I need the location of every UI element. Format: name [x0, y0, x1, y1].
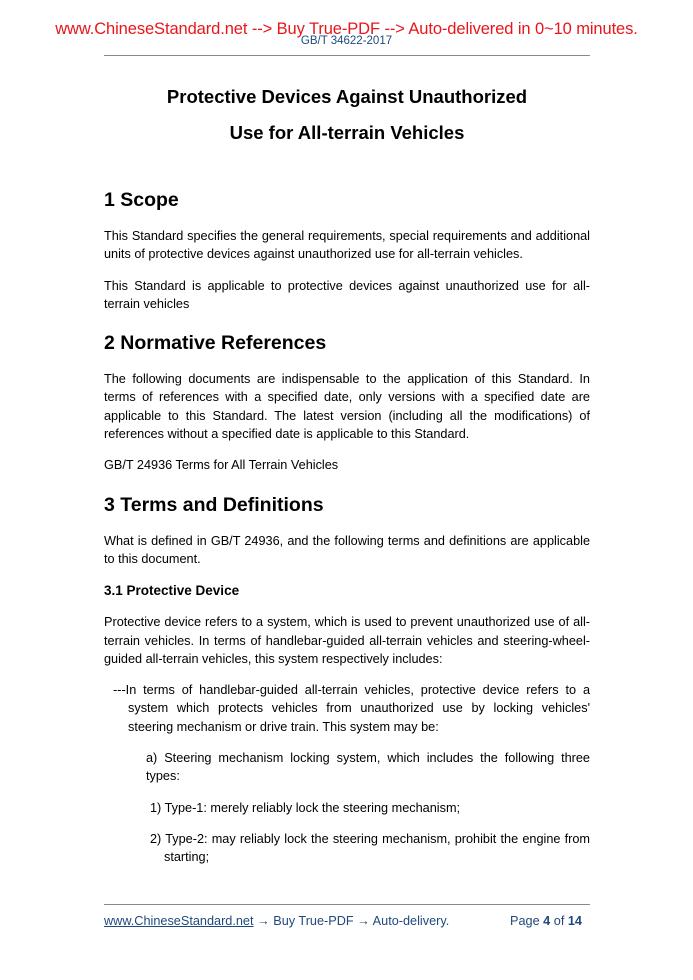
subsection-3-1-heading: 3.1 Protective Device	[104, 583, 240, 599]
footer-site-link[interactable]: www.ChineseStandard.net	[104, 914, 254, 928]
dash-list-item: ---In terms of handlebar-guided all-terrain vehicles, protective device refers to a system which protects vehicles from unauthorized use by locking vehicles' steering mechanism or drive train. This system may be:	[113, 683, 590, 734]
document-id: GB/T 34622-2017	[300, 35, 393, 47]
current-page: 4	[543, 914, 551, 928]
document-title-line-2: Use for All-terrain Vehicles	[229, 122, 465, 143]
terms-paragraph-1: What is defined in GB/T 24936, and the following terms and definitions are applicable to this document.	[104, 533, 590, 566]
normative-paragraph-1: The following documents are indispensable to the application of this Standard. In terms of references with a specified date, only versions with a specified date are applicable to this Standard. The latest version (including all the modifications) of references without a specified date is applicable to this Standard.	[104, 372, 590, 442]
footer-promo	[104, 914, 449, 928]
list-item-2: 2) Type-2: may reliably lock the steering mechanism, prohibit the engine from starting;	[150, 831, 590, 865]
document-title-line-1: Protective Devices Against Unauthorized	[166, 86, 528, 107]
total-pages: 14	[567, 914, 582, 928]
page-body	[104, 86, 590, 867]
scope-paragraph-2: This Standard is applicable to protective devices against unauthorized use for all-terrain vehicles	[104, 278, 590, 311]
section-1-heading: 1 Scope	[104, 189, 179, 211]
header-rule	[104, 55, 590, 56]
list-item-1: 1) Type-1: merely reliably lock the steering mechanism;	[150, 800, 461, 815]
section-3-heading: 3 Terms and Definitions	[104, 493, 324, 516]
list-item-a: a) Steering mechanism locking system, which includes the following three types:	[146, 751, 590, 784]
terms-paragraph-2: Protective device refers to a system, which is used to prevent unauthorized use of all-terrain vehicles. In terms of handlebar-guided all-terrain vehicles and steering-wheel-guided all-terrain vehicles, this system respectively includes:	[104, 615, 590, 666]
promo-banner: www.ChineseStandard.net --> Buy True-PDF --> Auto-delivered in 0~10 minutes.	[55, 20, 638, 38]
footer-promo-text: → Buy True-PDF → Auto-delivery.	[253, 914, 450, 928]
section-2-heading: 2 Normative References	[104, 332, 327, 355]
page-label: Page	[510, 914, 544, 928]
footer-rule	[104, 904, 590, 905]
page-number	[510, 914, 582, 928]
normative-reference-item: GB/T 24936 Terms for All Terrain Vehicles	[104, 458, 339, 473]
of-label: of	[550, 914, 568, 928]
scope-paragraph-1: This Standard specifies the general requirements, special requirements and additional units of protective devices against unauthorized use for all-terrain vehicles.	[104, 229, 590, 262]
